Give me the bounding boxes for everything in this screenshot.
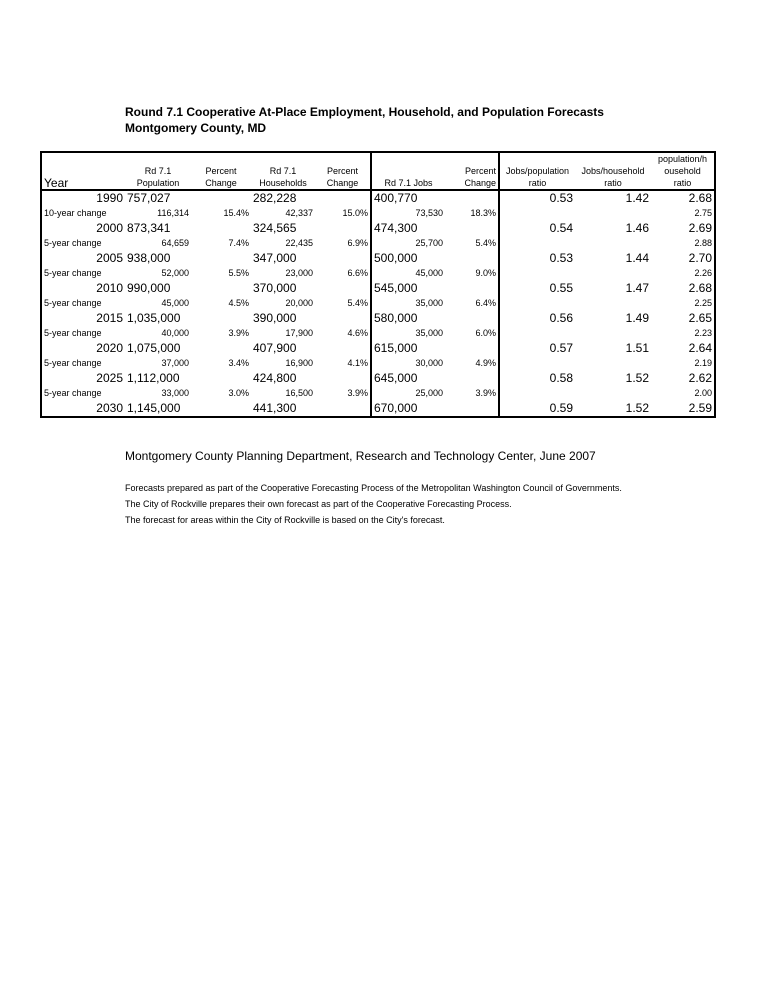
population-household-ratio-cell: 2.23: [694, 328, 712, 338]
population-cell: 1,035,000: [127, 311, 181, 325]
jobs-population-ratio-cell: [499, 206, 575, 221]
row-label: 2025: [96, 371, 123, 385]
population-percent-cell: [191, 311, 251, 326]
population-percent-cell: [191, 221, 251, 236]
table-body: [41, 190, 715, 417]
jobs-percent-cell: [445, 371, 499, 386]
households-cell: 17,900: [285, 328, 313, 338]
households-percent-cell: [315, 371, 371, 386]
jobs-percent-cell: 4.9%: [475, 358, 496, 368]
year-row: [41, 401, 715, 417]
households-cell: 370,000: [253, 281, 297, 295]
jobs-percent-cell: [445, 311, 499, 326]
population-percent-cell: 3.9%: [228, 328, 249, 338]
households-percent-cell: 4.1%: [347, 358, 368, 368]
row-label: 5-year change: [44, 298, 102, 308]
year-row: [41, 371, 715, 386]
change-row: [41, 206, 715, 221]
jobs-household-ratio-cell: [575, 356, 651, 371]
households-cell: 390,000: [253, 311, 297, 325]
jobs-percent-cell: [445, 190, 499, 206]
header-pop-percent: Percent Change: [191, 152, 251, 190]
year-row: [41, 311, 715, 326]
jobs-household-ratio-cell: [575, 326, 651, 341]
population-cell: 52,000: [161, 268, 189, 278]
population-household-ratio-cell: 2.68: [688, 191, 712, 205]
row-label: 5-year change: [44, 388, 102, 398]
jobs-household-ratio-cell: 1.46: [625, 221, 649, 235]
population-percent-cell: 15.4%: [223, 208, 249, 218]
row-label: 5-year change: [44, 328, 102, 338]
jobs-population-ratio-cell: [499, 296, 575, 311]
households-cell: 282,228: [253, 191, 297, 205]
change-row: [41, 236, 715, 251]
jobs-cell: 645,000: [371, 371, 445, 386]
jobs-cell: 545,000: [371, 281, 445, 296]
population-percent-cell: 5.5%: [228, 268, 249, 278]
population-household-ratio-cell: 2.62: [688, 371, 712, 385]
population-cell: 37,000: [161, 358, 189, 368]
population-cell: 1,075,000: [127, 341, 181, 355]
change-row: [41, 356, 715, 371]
population-cell: 1,112,000: [127, 371, 180, 385]
footnote-1: Forecasts prepared as part of the Cooperative Forecasting Process of the Metropolitan Washington Council of Governments.: [125, 483, 622, 493]
change-row: [41, 266, 715, 281]
population-percent-cell: 7.4%: [228, 238, 249, 248]
change-row: [41, 326, 715, 341]
jobs-household-ratio-cell: 1.52: [625, 401, 649, 415]
households-cell: 16,900: [285, 358, 313, 368]
report-title: Round 7.1 Cooperative At-Place Employment, Household, and Population Forecasts: [125, 105, 604, 119]
population-cell: 33,000: [161, 388, 189, 398]
header-population: Rd 7.1 Population: [125, 152, 191, 190]
households-cell: 23,000: [285, 268, 313, 278]
jobs-household-ratio-cell: [575, 206, 651, 221]
header-jobs-population-ratio: Jobs/population ratio: [499, 152, 575, 190]
change-row: [41, 386, 715, 401]
population-percent-cell: 3.0%: [228, 388, 249, 398]
year-row: [41, 190, 715, 206]
jobs-population-ratio-cell: 0.53: [499, 251, 575, 266]
jobs-population-ratio-cell: [499, 266, 575, 281]
population-household-ratio-cell: 2.75: [694, 208, 712, 218]
jobs-percent-cell: [445, 401, 499, 417]
jobs-household-ratio-cell: 1.49: [625, 311, 649, 325]
jobs-household-ratio-cell: 1.44: [625, 251, 649, 265]
row-label: 5-year change: [44, 358, 102, 368]
jobs-cell: 25,000: [371, 386, 445, 401]
jobs-household-ratio-cell: 1.51: [625, 341, 649, 355]
jobs-cell: 580,000: [371, 311, 445, 326]
row-label: 2010: [96, 281, 123, 295]
header-jobs-household-ratio: Jobs/household ratio: [575, 152, 651, 190]
households-percent-cell: [315, 341, 371, 356]
year-row: [41, 221, 715, 236]
row-label: 5-year change: [44, 268, 102, 278]
population-household-ratio-cell: 2.70: [688, 251, 712, 265]
header-year: Year: [41, 152, 125, 190]
population-household-ratio-cell: 2.19: [694, 358, 712, 368]
households-percent-cell: [315, 251, 371, 266]
population-cell: 1,145,000: [127, 401, 181, 415]
footnote-2: The City of Rockville prepares their own forecast as part of the Cooperative Forecasting Process.: [125, 499, 512, 509]
row-label: 1990: [96, 191, 123, 205]
jobs-household-ratio-cell: 1.47: [625, 281, 649, 295]
jobs-household-ratio-cell: 1.42: [625, 191, 649, 205]
jobs-percent-cell: [445, 341, 499, 356]
households-cell: 16,500: [285, 388, 313, 398]
jobs-cell: 670,000: [371, 401, 445, 417]
row-label: 10-year change: [44, 208, 107, 218]
header-jobs-percent: Percent Change: [445, 152, 499, 190]
jobs-cell: 615,000: [371, 341, 445, 356]
households-cell: 22,435: [285, 238, 313, 248]
change-row: [41, 296, 715, 311]
households-percent-cell: 5.4%: [347, 298, 368, 308]
jobs-cell: 400,770: [371, 190, 445, 206]
jobs-percent-cell: 6.0%: [475, 328, 496, 338]
row-label: 2030: [96, 401, 123, 415]
year-row: [41, 281, 715, 296]
households-percent-cell: 6.9%: [347, 238, 368, 248]
jobs-population-ratio-cell: 0.55: [499, 281, 575, 296]
population-household-ratio-cell: 2.65: [688, 311, 712, 325]
households-percent-cell: 3.9%: [347, 388, 368, 398]
forecast-table: [40, 151, 716, 418]
jobs-household-ratio-cell: [575, 296, 651, 311]
population-household-ratio-cell: 2.25: [694, 298, 712, 308]
row-label: 5-year change: [44, 238, 102, 248]
jobs-percent-cell: [445, 221, 499, 236]
population-percent-cell: [191, 281, 251, 296]
header-population-household-ratio: population/h ousehold ratio: [651, 152, 715, 190]
jobs-cell: 73,530: [371, 206, 445, 221]
jobs-percent-cell: 5.4%: [475, 238, 496, 248]
households-cell: 407,900: [253, 341, 297, 355]
jobs-percent-cell: 18.3%: [470, 208, 496, 218]
jobs-population-ratio-cell: [499, 386, 575, 401]
jobs-cell: 25,700: [371, 236, 445, 251]
jobs-population-ratio-cell: 0.59: [499, 401, 575, 417]
jobs-household-ratio-cell: [575, 236, 651, 251]
households-percent-cell: 6.6%: [347, 268, 368, 278]
report-subtitle: Montgomery County, MD: [125, 121, 267, 135]
population-household-ratio-cell: 2.88: [694, 238, 712, 248]
households-cell: 347,000: [253, 251, 297, 265]
households-percent-cell: [315, 221, 371, 236]
jobs-household-ratio-cell: 1.52: [625, 371, 649, 385]
population-cell: 116,314: [157, 208, 189, 218]
source-credit: Montgomery County Planning Department, Research and Technology Center, June 2007: [125, 449, 596, 463]
population-cell: 757,027: [127, 191, 171, 205]
population-cell: 990,000: [127, 281, 171, 295]
year-row: [41, 341, 715, 356]
population-household-ratio-cell: 2.69: [688, 221, 712, 235]
jobs-population-ratio-cell: 0.56: [499, 311, 575, 326]
jobs-cell: 30,000: [371, 356, 445, 371]
population-household-ratio-cell: 2.68: [688, 281, 712, 295]
households-cell: 324,565: [253, 221, 297, 235]
jobs-population-ratio-cell: [499, 326, 575, 341]
households-cell: 424,800: [253, 371, 297, 385]
population-percent-cell: [191, 341, 251, 356]
jobs-percent-cell: [445, 281, 499, 296]
jobs-cell: 35,000: [371, 326, 445, 341]
header-households: Rd 7.1 Households: [251, 152, 315, 190]
population-percent-cell: [191, 251, 251, 266]
row-label: 2005: [96, 251, 123, 265]
footnote-3: The forecast for areas within the City of Rockville is based on the City's forecast.: [125, 515, 445, 525]
jobs-population-ratio-cell: 0.53: [499, 190, 575, 206]
jobs-percent-cell: [445, 251, 499, 266]
jobs-percent-cell: 6.4%: [475, 298, 496, 308]
population-percent-cell: [191, 190, 251, 206]
population-cell: 45,000: [161, 298, 189, 308]
header-hh-percent: Percent Change: [315, 152, 371, 190]
population-percent-cell: 3.4%: [228, 358, 249, 368]
population-percent-cell: [191, 371, 251, 386]
jobs-population-ratio-cell: 0.57: [499, 341, 575, 356]
population-household-ratio-cell: 2.64: [688, 341, 712, 355]
jobs-population-ratio-cell: [499, 236, 575, 251]
households-percent-cell: [315, 281, 371, 296]
households-percent-cell: 4.6%: [347, 328, 368, 338]
jobs-population-ratio-cell: [499, 356, 575, 371]
jobs-cell: 45,000: [371, 266, 445, 281]
population-percent-cell: 4.5%: [228, 298, 249, 308]
population-cell: 938,000: [127, 251, 171, 265]
jobs-cell: 35,000: [371, 296, 445, 311]
header-jobs: Rd 7.1 Jobs: [371, 152, 445, 190]
population-household-ratio-cell: 2.00: [694, 388, 712, 398]
population-cell: 40,000: [161, 328, 189, 338]
households-percent-cell: [315, 190, 371, 206]
households-cell: 441,300: [253, 401, 297, 415]
row-label: 2000: [96, 221, 123, 235]
table-header-row: [41, 152, 715, 190]
jobs-household-ratio-cell: [575, 266, 651, 281]
jobs-cell: 500,000: [371, 251, 445, 266]
households-percent-cell: [315, 401, 371, 417]
row-label: 2015: [96, 311, 123, 325]
population-household-ratio-cell: 2.59: [688, 401, 712, 415]
year-row: [41, 251, 715, 266]
jobs-cell: 474,300: [371, 221, 445, 236]
population-household-ratio-cell: 2.26: [694, 268, 712, 278]
jobs-population-ratio-cell: 0.58: [499, 371, 575, 386]
jobs-household-ratio-cell: [575, 386, 651, 401]
row-label: 2020: [96, 341, 123, 355]
jobs-population-ratio-cell: 0.54: [499, 221, 575, 236]
jobs-percent-cell: 9.0%: [475, 268, 496, 278]
population-percent-cell: [191, 401, 251, 417]
households-cell: 42,337: [285, 208, 313, 218]
jobs-percent-cell: 3.9%: [475, 388, 496, 398]
population-cell: 873,341: [127, 221, 171, 235]
population-cell: 64,659: [161, 238, 189, 248]
households-percent-cell: 15.0%: [342, 208, 368, 218]
households-cell: 20,000: [285, 298, 313, 308]
households-percent-cell: [315, 311, 371, 326]
